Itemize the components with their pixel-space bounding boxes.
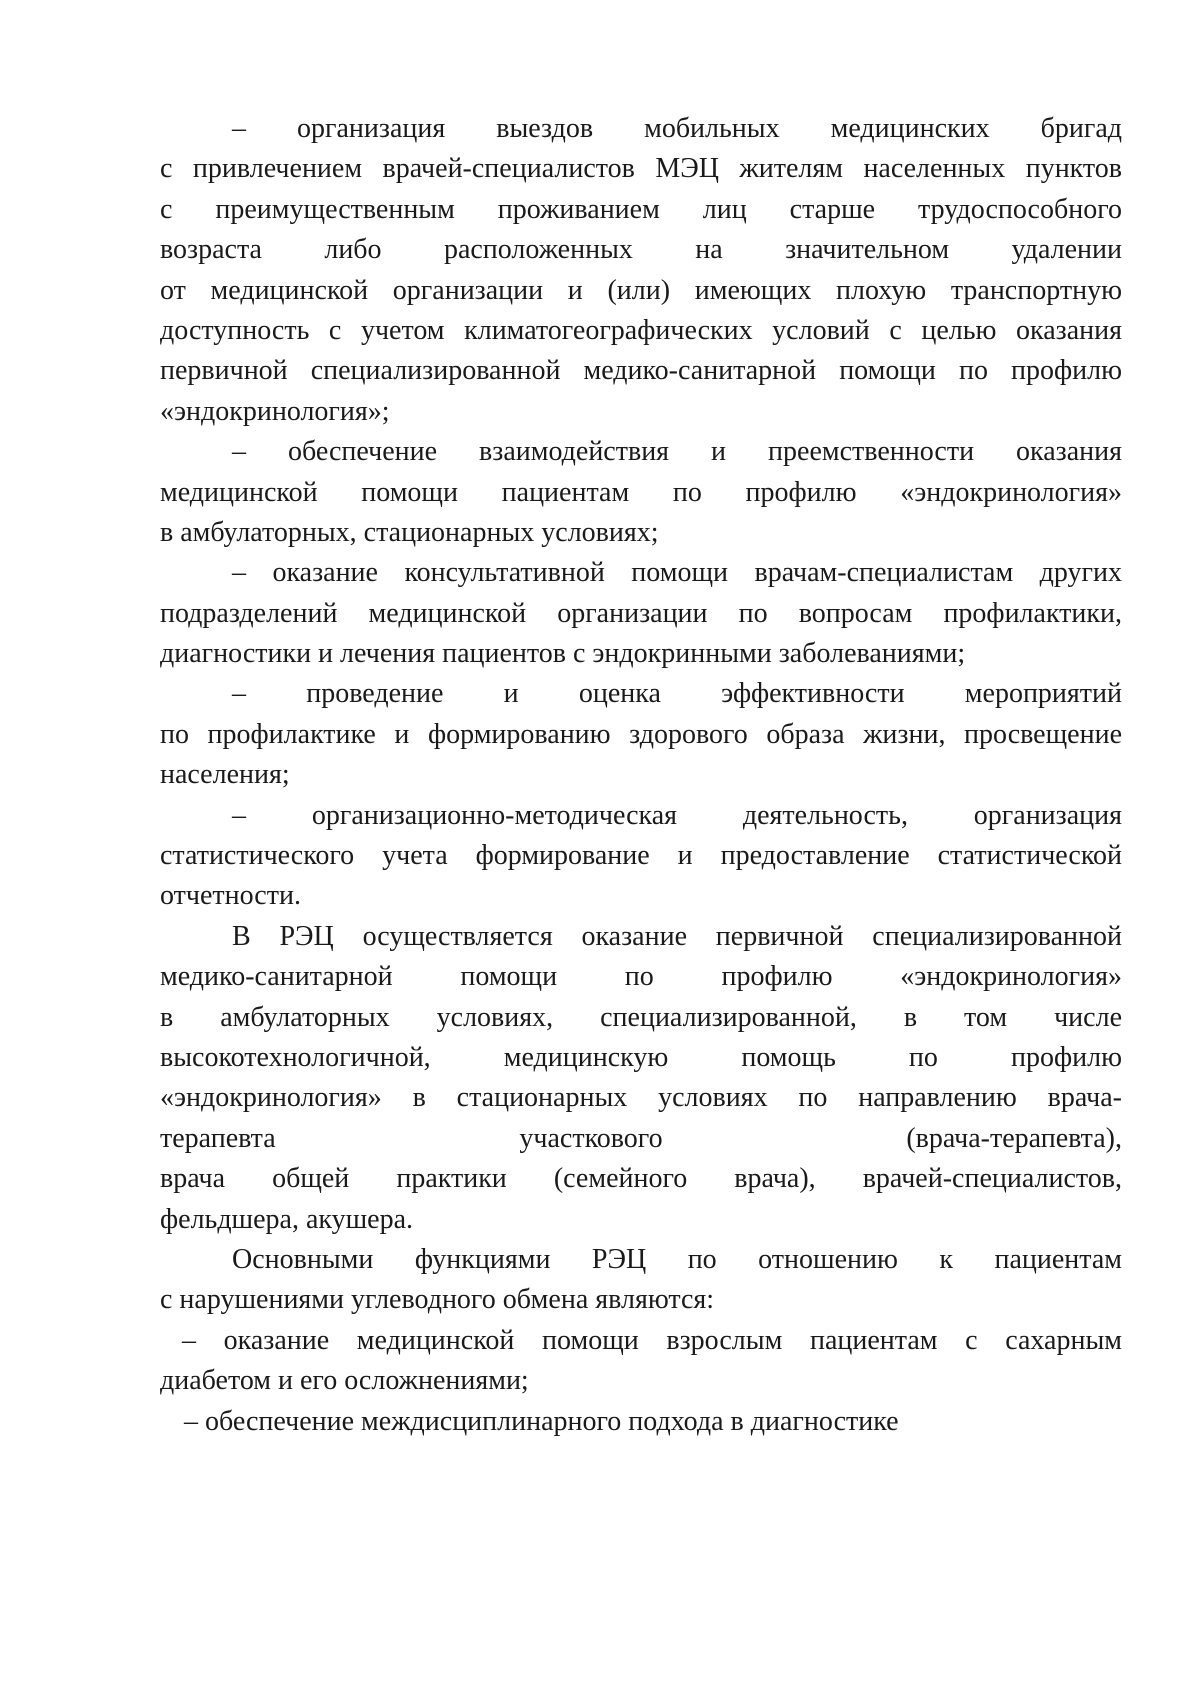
text-line: Основными функциями РЭЦ по отношению к пациентам (232, 1243, 1122, 1275)
text-line: отчетности. (160, 880, 301, 912)
text-line: статистического учета формирование и предоставление статистической (160, 840, 1122, 872)
text-line: – проведение и оценка эффективности мероприятий (232, 678, 1122, 710)
text-line: медицинской помощи пациентам по профилю «эндокринология» (160, 476, 1122, 508)
text-line: подразделений медицинской организации по вопросам профилактики, (160, 597, 1122, 629)
text-line: в амбулаторных условиях, специализированной, в том числе (160, 1001, 1122, 1033)
text-line: с преимущественным проживанием лиц старше трудоспособного (160, 193, 1122, 225)
text-line: от медицинской организации и (или) имеющих плохую транспортную (160, 274, 1122, 306)
text-line: с привлечением врачей-специалистов МЭЦ жителям населенных пунктов (160, 153, 1122, 185)
text-line: диабетом и его осложнениями; (160, 1365, 529, 1397)
text-line: по профилактике и формированию здорового образа жизни, просвещение (160, 718, 1122, 750)
text-line: В РЭЦ осуществляется оказание первичной специализированной (232, 920, 1122, 952)
text-line: первичной специализированной медико-санитарной помощи по профилю (160, 355, 1122, 387)
text-line: медико-санитарной помощи по профилю «эндокринология» (160, 961, 1122, 993)
text-line: с нарушениями углеводного обмена являются: (160, 1284, 715, 1316)
text-line: высокотехнологичной, медицинскую помощь по профилю (160, 1041, 1122, 1073)
text-line: «эндокринология»; (160, 395, 390, 427)
document-body (160, 109, 1122, 1442)
text-line: возраста либо расположенных на значительном удалении (160, 234, 1122, 266)
text-line: врача общей практики (семейного врача), врачей-специалистов, (160, 1163, 1122, 1195)
text-line: диагностики и лечения пациентов с эндокринными заболеваниями; (160, 638, 966, 670)
text-line: – оказание медицинской помощи взрослым пациентам с сахарным (182, 1324, 1122, 1356)
text-line: – организационно-методическая деятельность, организация (232, 799, 1122, 831)
text-line: – организация выездов мобильных медицинских бригад (232, 113, 1122, 144)
text-line: – обеспечение взаимодействия и преемственности оказания (232, 436, 1122, 468)
text-line: «эндокринология» в стационарных условиях по направлению врача- (160, 1082, 1122, 1114)
text-line: фельдшера, акушера. (160, 1203, 414, 1235)
text-line: терапевта участкового (врача-терапевта), (160, 1122, 1122, 1154)
text-line: – обеспечение междисциплинарного подхода в диагностике (184, 1405, 899, 1437)
text-line: доступность с учетом климатогеографических условий с целью оказания (160, 314, 1122, 346)
text-line: в амбулаторных, стационарных условиях; (160, 516, 659, 548)
text-line: населения; (160, 759, 290, 791)
text-line: – оказание консультативной помощи врачам-специалистам других (232, 557, 1122, 589)
